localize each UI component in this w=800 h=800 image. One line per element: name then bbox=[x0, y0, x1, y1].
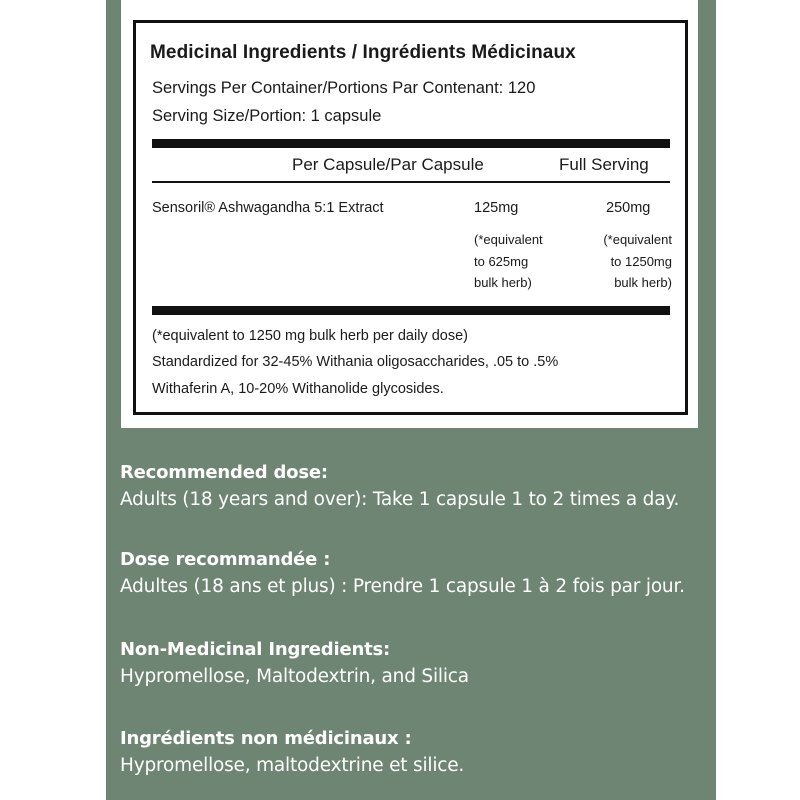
ingredient-per-capsule-amount: 125mg bbox=[474, 200, 519, 216]
section-body: Adults (18 years and over): Take 1 capsule 1 to 2 times a day. bbox=[120, 489, 680, 510]
section-body: Hypromellose, maltodextrine et silice. bbox=[120, 755, 465, 776]
servings-per-container: Servings Per Container/Portions Par Contenant: 120 bbox=[152, 79, 536, 97]
footnote: Standardized for 32-45% Withania oligosaccharides, .05 to .5% bbox=[152, 354, 559, 370]
section-heading: Dose recommandée : bbox=[120, 549, 331, 570]
section-heading: Ingrédients non médicinaux : bbox=[120, 728, 412, 749]
section-body: Adultes (18 ans et plus) : Prendre 1 capsule 1 à 2 fois par jour. bbox=[120, 576, 685, 597]
column-header-per-capsule: Per Capsule/Par Capsule bbox=[292, 155, 484, 174]
ingredient-full-serving-amount: 250mg bbox=[606, 200, 651, 216]
footnote: Withaferin A, 10-20% Withanolide glycosides. bbox=[152, 381, 444, 397]
equivalent-note-per-capsule bbox=[474, 229, 543, 294]
equivalent-note-full-serving bbox=[590, 229, 672, 294]
equivalent-line: (*equivalent bbox=[603, 232, 672, 247]
equivalent-line: (*equivalent bbox=[474, 232, 543, 247]
supplement-facts-label bbox=[121, 0, 698, 428]
section-body: Hypromellose, Maltodextrin, and Silica bbox=[120, 666, 469, 687]
label-frame bbox=[133, 20, 688, 415]
serving-size: Serving Size/Portion: 1 capsule bbox=[152, 107, 382, 125]
thick-divider bbox=[152, 139, 670, 148]
section-heading: Recommended dose: bbox=[120, 462, 328, 483]
equivalent-line: to 625mg bbox=[474, 253, 529, 269]
dose-recommandee-section bbox=[120, 549, 685, 597]
ingredient-name: Sensoril® Ashwagandha 5:1 Extract bbox=[152, 200, 384, 216]
equivalent-line: bulk herb) bbox=[474, 275, 532, 290]
column-header-full-serving: Full Serving bbox=[559, 155, 649, 174]
equivalent-line: bulk herb) bbox=[614, 275, 672, 290]
thin-divider bbox=[152, 181, 670, 183]
thick-divider bbox=[152, 306, 670, 315]
equivalent-line: to 1250mg bbox=[610, 253, 672, 269]
label-title: Medicinal Ingredients / Ingrédients Médicinaux bbox=[150, 42, 576, 63]
section-heading: Non-Medicinal Ingredients: bbox=[120, 639, 391, 660]
footnote: (*equivalent to 1250 mg bulk herb per daily dose) bbox=[152, 328, 468, 344]
recommended-dose-section bbox=[120, 462, 679, 510]
non-medicinal-ingredients-section bbox=[120, 639, 469, 687]
ingredients-non-medicinaux-section bbox=[120, 728, 464, 776]
